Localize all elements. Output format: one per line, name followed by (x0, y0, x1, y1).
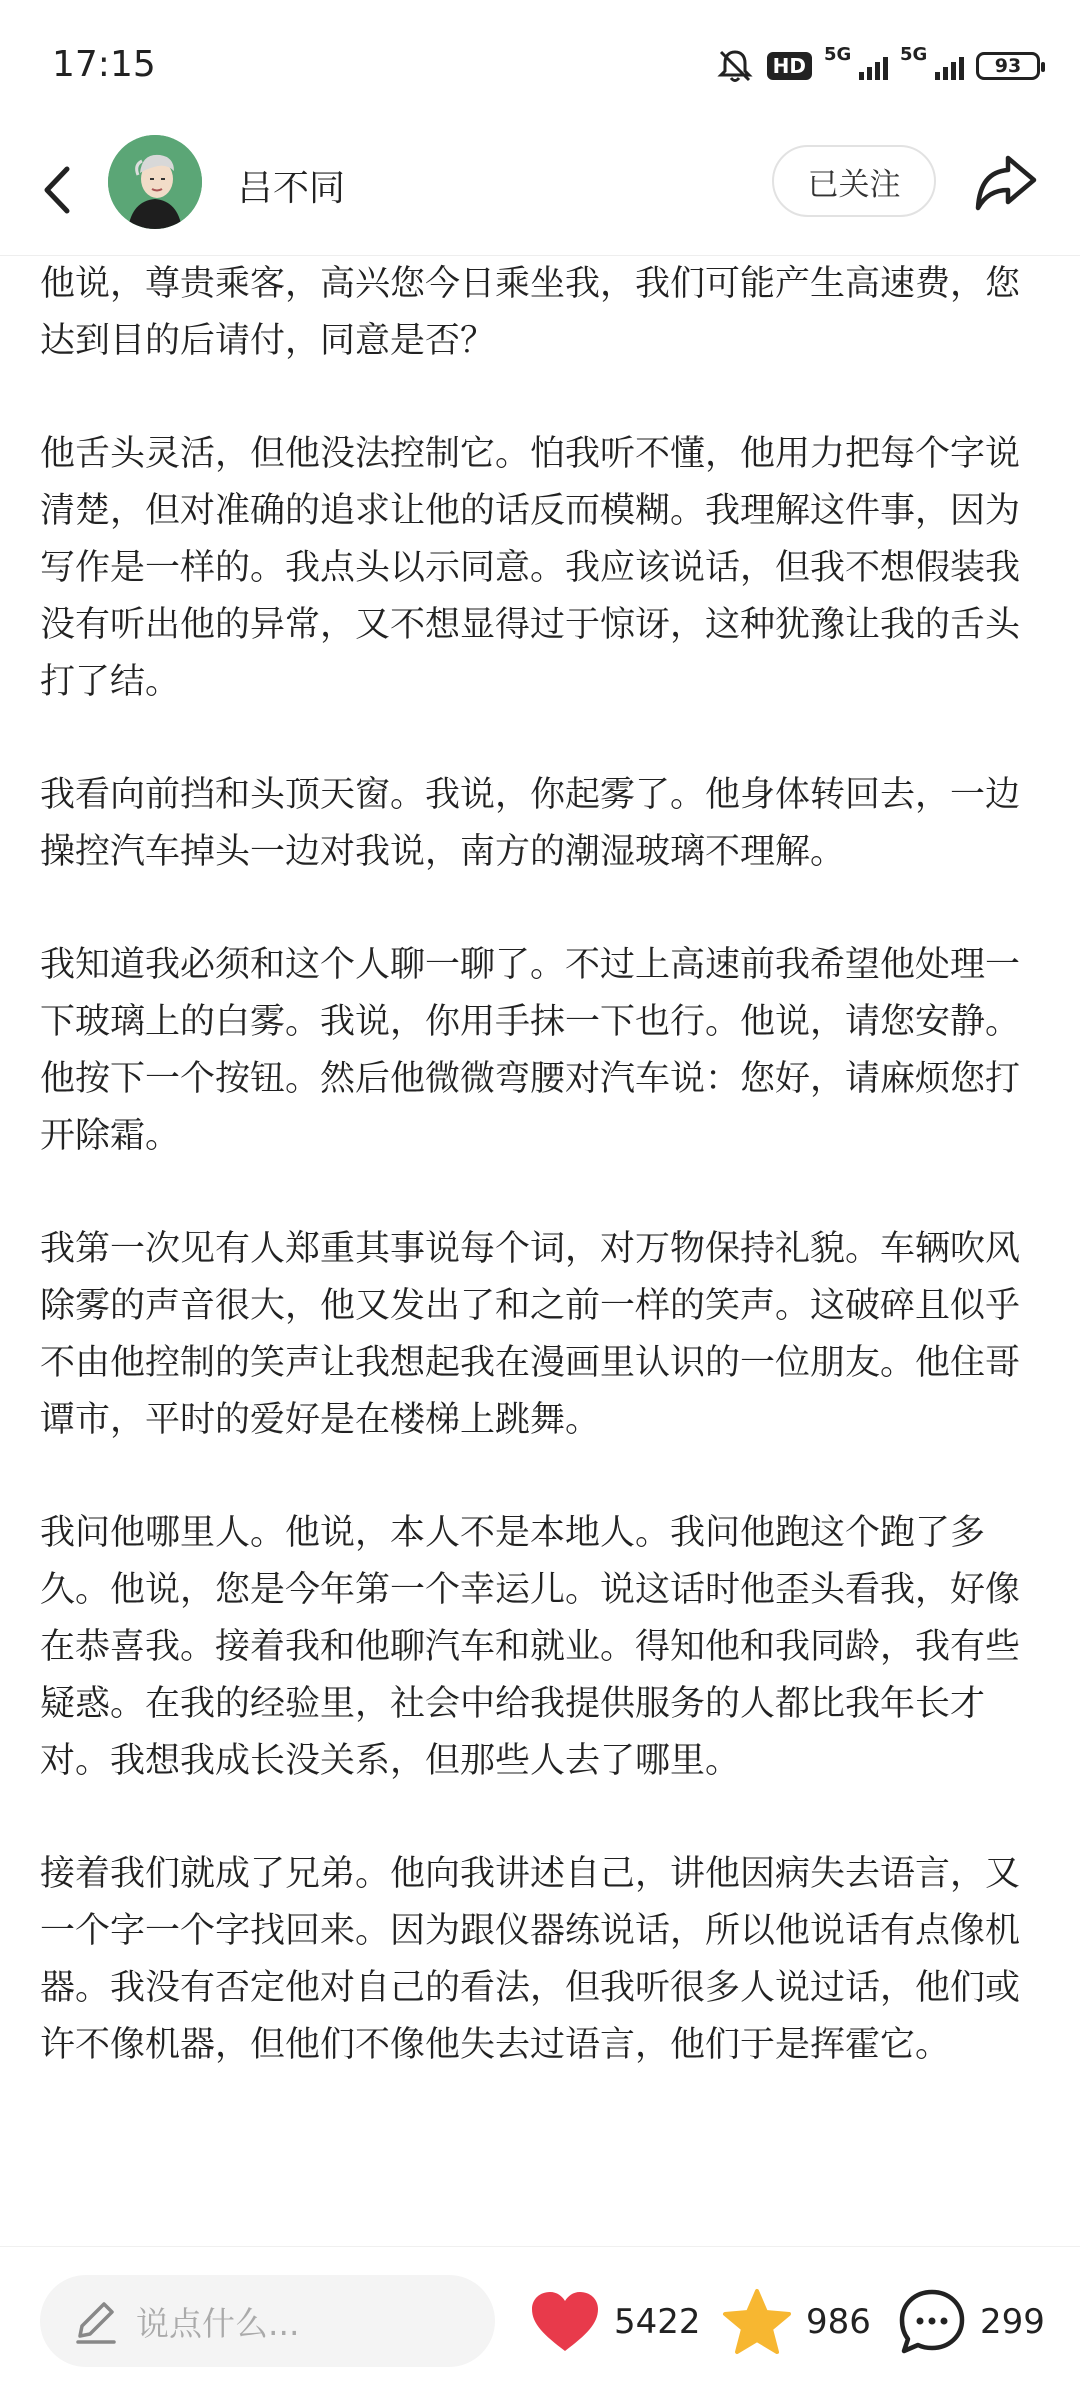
comment-count: 299 (980, 2302, 1045, 2342)
status-bar (0, 0, 1080, 130)
hd-badge: HD (767, 52, 812, 80)
network-type-1: 5G (824, 44, 852, 65)
signal-icon-2 (900, 44, 964, 84)
bell-muted-icon (715, 46, 755, 86)
status-icons (715, 46, 1040, 86)
follow-button[interactable]: 已关注 (772, 145, 936, 217)
battery-icon (976, 52, 1040, 80)
battery-level: 93 (994, 55, 1022, 77)
article-paragraph: 我知道我必须和这个人聊一聊了。不过上高速前我希望他处理一下玻璃上的白雾。我说，你用手抹一下也行。他说，请您安静。他按下一个按钮。然后他微微弯腰对汽车说：您好，请麻烦您打开除霜。 (40, 945, 1021, 1156)
article-paragraph: 他说，尊贵乘客，高兴您今日乘坐我，我们可能产生高速费，您达到目的后请付，同意是否？ (40, 264, 1021, 361)
article-paragraph: 接着我们就成了兄弟。他向我讲述自己，讲他因病失去语言，又一个字一个字找回来。因为跟仪器练说话，所以他说话有点像机器。我没有否定他对自己的看法，但我听很多人说过话，他们或许不像机器，但他们不像他失去过语言，他们于是挥霍它。 (40, 1854, 1021, 2065)
comment-button[interactable] (898, 2277, 1045, 2367)
network-type-2: 5G (900, 44, 928, 65)
status-time: 17:15 (52, 44, 156, 85)
like-count: 5422 (614, 2302, 701, 2342)
signal-icon (824, 44, 888, 84)
chevron-left-icon (41, 165, 71, 215)
username[interactable]: 吕不同 (237, 168, 346, 209)
header (0, 130, 1080, 256)
share-icon (970, 148, 1040, 218)
chat-bubble-icon (898, 2288, 966, 2356)
star-icon (722, 2288, 792, 2356)
share-button[interactable] (970, 148, 1040, 218)
bottom-action-bar (0, 2246, 1080, 2401)
comment-input[interactable] (40, 2275, 495, 2367)
article-paragraph: 我问他哪里人。他说，本人不是本地人。我问他跑这个跑了多久。他说，您是今年第一个幸运儿。说这话时他歪头看我，好像在恭喜我。接着我和他聊汽车和就业。得知他和我同龄，我有些疑惑。在我的经验里，社会中给我提供服务的人都比我年长才对。我想我成长没关系，但那些人去了哪里。 (40, 1513, 1021, 1781)
comment-placeholder: 说点什么... (136, 2303, 300, 2343)
avatar[interactable] (108, 135, 202, 229)
article-body (40, 256, 1040, 2246)
back-button[interactable] (30, 155, 82, 225)
pencil-icon (70, 2296, 120, 2346)
heart-icon (530, 2291, 600, 2353)
like-button[interactable] (530, 2277, 701, 2367)
favorite-count: 986 (806, 2302, 871, 2342)
favorite-button[interactable] (722, 2277, 871, 2367)
article-paragraph: 我看向前挡和头顶天窗。我说，你起雾了。他身体转回去，一边操控汽车掉头一边对我说，南方的潮湿玻璃不理解。 (40, 775, 1021, 872)
article-paragraph: 我第一次见有人郑重其事说每个词，对万物保持礼貌。车辆吹风除雾的声音很大，他又发出了和之前一样的笑声。这破碎且似乎不由他控制的笑声让我想起我在漫画里认识的一位朋友。他住哥谭市，平时的爱好是在楼梯上跳舞。 (40, 1229, 1021, 1440)
article-paragraph: 他舌头灵活，但他没法控制它。怕我听不懂，他用力把每个字说清楚，但对准确的追求让他的话反而模糊。我理解这件事，因为写作是一样的。我点头以示同意。我应该说话，但我不想假装我没有听出他的异常，又不想显得过于惊讶，这种犹豫让我的舌头打了结。 (40, 434, 1021, 702)
avatar-illustration (108, 135, 202, 229)
